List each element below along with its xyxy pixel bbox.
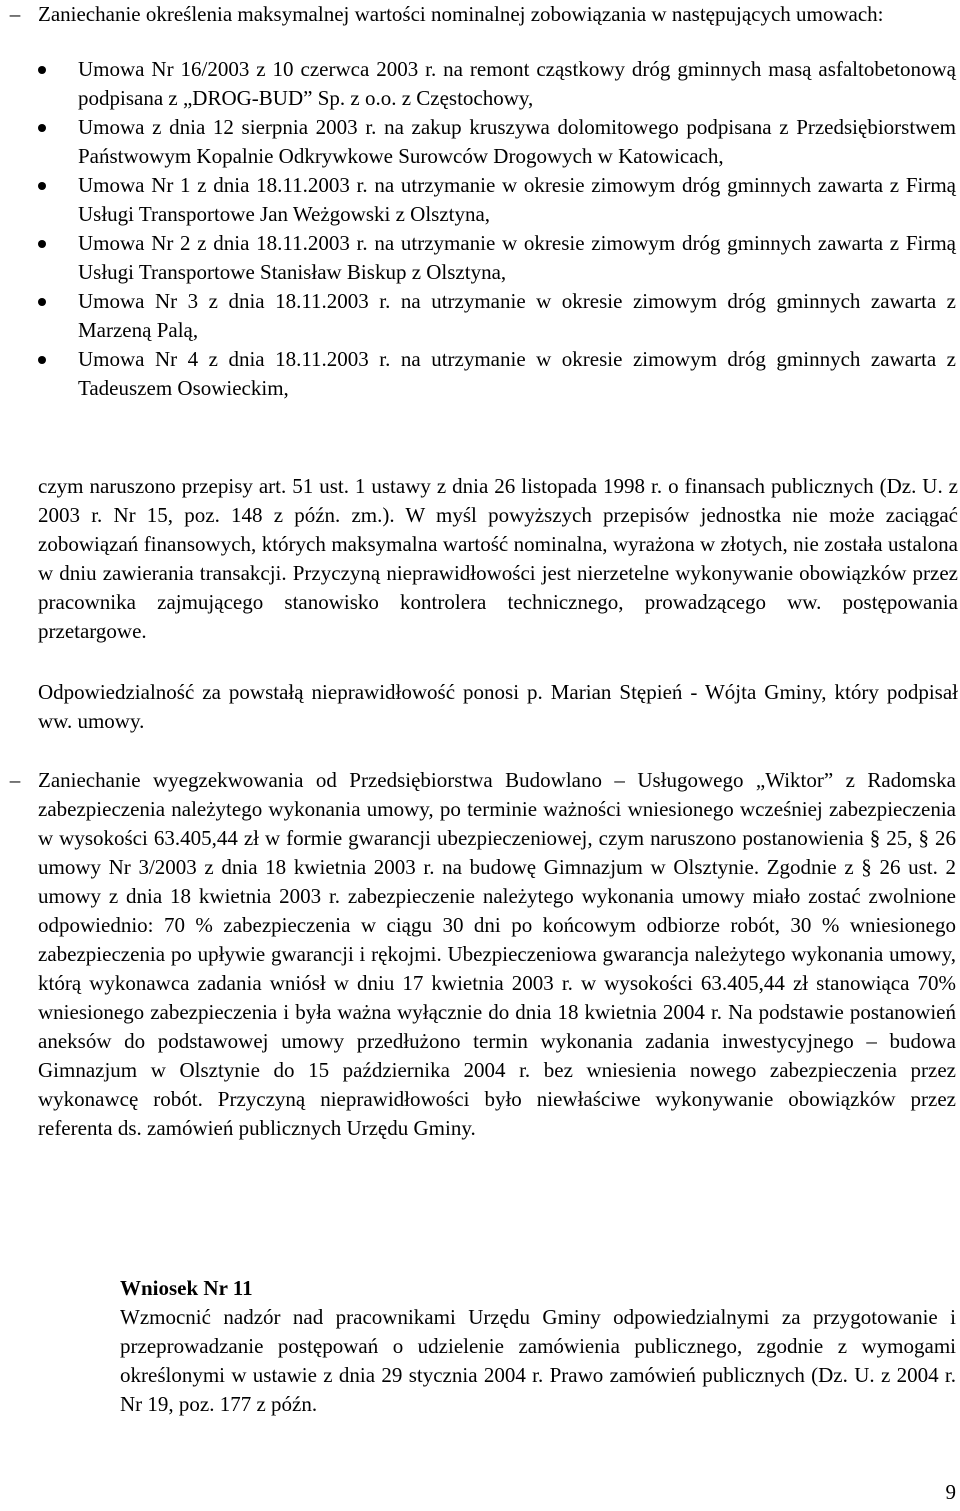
dash-marker: – (9, 2, 21, 26)
recommendation-text: Wzmocnić nadzór nad pracownikami Urzędu Gminy odpowiedzialnymi za przygotowanie i przeprowadzanie postępowań o udzielenie zamówienia publicznego, zgodnie z wymogami określonymi w ustawie z dnia 29 stycznia 2004 r. Prawo zamówień publicznych (Dz. U. z 2004 r. Nr 19, poz. 177 z późn. (120, 1305, 956, 1416)
finding-2 (9, 766, 956, 1143)
contract-item (78, 171, 956, 229)
finding-1-intro (9, 0, 956, 29)
bullet-icon (38, 182, 46, 190)
recommendation-title: Wniosek Nr 11 (120, 1276, 253, 1300)
contract-text: Umowa Nr 4 z dnia 18.11.2003 r. na utrzymanie w okresie zimowym dróg gminnych zawarta z Tadeuszem Osowieckim, (78, 347, 956, 400)
contract-text: Umowa Nr 3 z dnia 18.11.2003 r. na utrzymanie w okresie zimowym dróg gminnych zawarta z Marzeną Palą, (78, 289, 956, 342)
finding-2-text: Zaniechanie wyegzekwowania od Przedsiębiorstwa Budowlano – Usługowego „Wiktor” z Radomska zabezpieczenia należytego wykonania umowy, po terminie ważności wniesionego wcześniej zabezpieczenia w wysokości 63.405,44 zł w formie gwarancji ubezpieczeniowej, czym naruszono postanowienia § 25, § 26 umowy Nr 3/2003 z dnia 18 kwietnia 2003 r. na budowę Gimnazjum w Olsztynie. Zgodnie z § 26 ust. 2 umowy z dnia 18 kwietnia 2003 r. zabezpieczenie należytego wykonania umowy miało zostać zwolnione odpowiednio: 70 % zabezpieczenia w ciągu 30 dni po końcowym odbiorze robót, 30 % wniesionego zabezpieczenia po upływie gwarancji i rękojmi. Ubezpieczeniowa gwarancja należytego wykonania umowy, którą wykonawca zadania wniósł w dniu 17 kwietnia 2003 r. w wysokości 63.405,44 zł stanowiąca 70% wniesionego zabezpieczenia i była ważna wyłącznie do dnia 18 kwietnia 2004 r. Na podstawie postanowień aneksów do podstawowej umowy przedłużono termin wykonania zadania inwestycyjnego – budowa Gimnazjum w Olsztynie do 15 października 2004 r. bez wniesienia nowego zabezpieczenia przez wykonawcę robót. Przyczyną nieprawidłowości było niewłaściwe wykonywanie obowiązków przez referenta ds. zamówień publicznych Urzędu Gminy. (38, 768, 956, 1140)
contract-text: Umowa Nr 16/2003 z 10 czerwca 2003 r. na remont cząstkowy dróg gminnych masą asfaltobetonową podpisana z „DROG-BUD” Sp. z o.o. z Częstochowy, (78, 57, 956, 110)
contract-item (78, 113, 956, 171)
contract-item (78, 55, 956, 113)
finding-1-intro-text: Zaniechanie określenia maksymalnej wartości nominalnej zobowiązania w następujących umowach: (38, 2, 884, 26)
bullet-icon (38, 66, 46, 74)
bullet-icon (38, 124, 46, 132)
finding-1-conclusion: czym naruszono przepisy art. 51 ust. 1 ustawy z dnia 26 listopada 1998 r. o finansach publicznych (Dz. U. z 2003 r. Nr 15, poz. 148 z późn. zm.). W myśl powyższych przepisów jednostka nie może zaciągać zobowiązań finansowych, których maksymalna wartość nominalna, wyrażona w złotych, nie została ustalona w dniu zawierania transakcji. Przyczyną nieprawidłowości jest nierzetelne wykonywanie obowiązków przez pracownika zajmującego stanowisko kontrolera technicznego, prowadzącego ww. postępowania przetargowe. (38, 474, 958, 643)
finding-1-responsibility: Odpowiedzialność za powstałą nieprawidłowość ponosi p. Marian Stępień - Wójta Gminy, który podpisał ww. umowy. (38, 680, 958, 733)
contracts-list (78, 55, 956, 403)
contract-item (78, 345, 956, 403)
recommendation (120, 1274, 956, 1419)
contract-text: Umowa z dnia 12 sierpnia 2003 r. na zakup kruszywa dolomitowego podpisana z Przedsiębiorstwem Państwowym Kopalnie Odkrywkowe Surowców Drogowych w Katowicach, (78, 115, 956, 168)
contract-item (78, 287, 956, 345)
bullet-icon (38, 356, 46, 364)
bullet-icon (38, 298, 46, 306)
bullet-icon (38, 240, 46, 248)
contract-text: Umowa Nr 2 z dnia 18.11.2003 r. na utrzymanie w okresie zimowym dróg gminnych zawarta z Firmą Usługi Transportowe Stanisław Biskup z Olsztyna, (78, 231, 956, 284)
contract-item (78, 229, 956, 287)
contract-text: Umowa Nr 1 z dnia 18.11.2003 r. na utrzymanie w okresie zimowym dróg gminnych zawarta z Firmą Usługi Transportowe Jan Weżgowski z Olsztyna, (78, 173, 956, 226)
dash-marker: – (9, 768, 21, 792)
page-number: 9 (945, 1480, 956, 1504)
